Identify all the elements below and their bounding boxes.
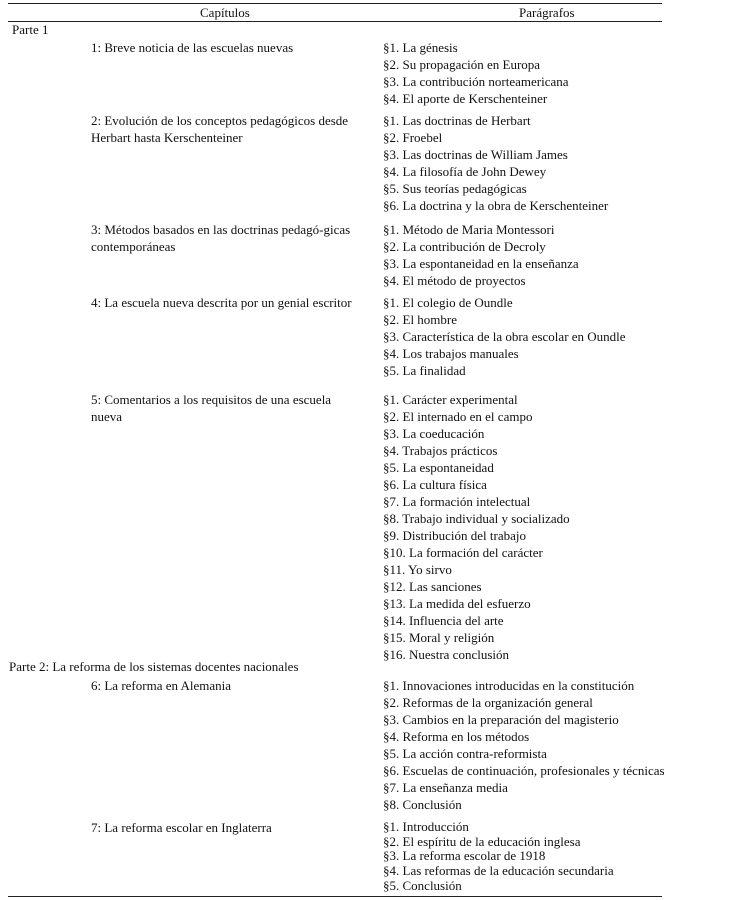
paragraph-item: §5. La finalidad xyxy=(383,363,466,378)
paragraph-item: §2. El espíritu de la educación inglesa xyxy=(383,833,581,849)
chapter-3-title: 3: Métodos basados en las doctrinas pedagó-gicas contemporáneas xyxy=(91,222,351,254)
chapter-6-paragraph-list xyxy=(383,677,665,813)
chapter-7-title: 7: La reforma escolar en Inglaterra xyxy=(91,820,272,835)
paragraph-item: §3. La coeducación xyxy=(383,426,485,441)
chapter-6-title: 6: La reforma en Alemania xyxy=(91,678,232,693)
chapter-2-paragraph-list xyxy=(383,112,608,214)
part-2-label: Parte 2: La reforma de los sistemas docentes nacionales xyxy=(9,659,299,674)
chapter-3-paragraph-list xyxy=(383,221,579,289)
paragraph-item: §2. Froebel xyxy=(383,130,443,145)
paragraph-item: §2. El internado en el campo xyxy=(383,409,533,424)
paragraph-item: §12. Las sanciones xyxy=(383,579,482,594)
paragraph-item: §7. La enseñanza media xyxy=(383,780,508,795)
paragraph-item: §1. El colegio de Oundle xyxy=(383,295,513,310)
header-rule xyxy=(8,21,662,22)
paragraph-item: §6. La doctrina y la obra de Kerschenteiner xyxy=(383,198,609,213)
paragraph-item: §5. La espontaneidad xyxy=(383,460,494,475)
paragraph-item: §3. Las doctrinas de William James xyxy=(383,147,568,162)
paragraph-item: §13. La medida del esfuerzo xyxy=(383,596,531,611)
paragraph-item: §3. Característica de la obra escolar en Oundle xyxy=(383,329,626,344)
paragraph-item: §4. Trabajos prácticos xyxy=(383,443,498,458)
paragraph-item: §2. Reformas de la organización general xyxy=(383,695,593,710)
column-header-chapters: Capítulos xyxy=(200,5,250,20)
paragraph-item: §3. La espontaneidad en la enseñanza xyxy=(383,256,579,271)
paragraph-item: §15. Moral y religión xyxy=(383,630,495,645)
paragraph-item: §4. El aporte de Kerschenteiner xyxy=(383,91,548,106)
paragraph-item: §10. La formación del carácter xyxy=(383,545,543,560)
paragraph-item: §3. La contribución norteamericana xyxy=(383,74,569,89)
paragraph-item: §4. Los trabajos manuales xyxy=(383,346,519,361)
paragraph-item: §2. El hombre xyxy=(383,312,458,327)
chapter-5-paragraph-list xyxy=(383,391,570,663)
paragraph-item: §4. Las reformas de la educación secundaria xyxy=(383,863,614,879)
table-top-rule xyxy=(8,3,662,4)
paragraph-item: §5. Conclusión xyxy=(383,877,462,893)
paragraph-item: §14. Influencia del arte xyxy=(383,613,504,628)
paragraph-item: §5. Sus teorías pedagógicas xyxy=(383,181,527,196)
chapter-4-paragraph-list xyxy=(383,294,626,379)
paragraph-item: §8. Trabajo individual y socializado xyxy=(383,511,570,526)
part-1-label: Parte 1 xyxy=(12,22,49,37)
paragraph-item: §2. Su propagación en Europa xyxy=(383,57,541,72)
chapter-7-paragraph-list xyxy=(383,819,614,892)
paragraph-item: §4. Reforma en los métodos xyxy=(383,729,530,744)
paragraph-item: §6. La cultura física xyxy=(383,477,487,492)
paragraph-item: §5. La acción contra-reformista xyxy=(383,746,547,761)
paragraph-item: §11. Yo sirvo xyxy=(383,562,452,577)
paragraph-item: §1. Método de Maria Montessori xyxy=(383,222,555,237)
paragraph-item: §1. Introducción xyxy=(383,819,469,834)
paragraph-item: §9. Distribución del trabajo xyxy=(383,528,526,543)
column-header-paragraphs: Parágrafos xyxy=(519,5,575,20)
paragraph-item: §3. La reforma escolar de 1918 xyxy=(383,848,546,864)
paragraph-item: §1. Innovaciones introducidas en la constitución xyxy=(383,678,635,693)
chapter-4-title: 4: La escuela nueva descrita por un genial escritor xyxy=(91,295,352,310)
paragraph-item: §1. Las doctrinas de Herbart xyxy=(383,113,531,128)
paragraph-item: §3. Cambios en la preparación del magisterio xyxy=(383,712,619,727)
chapter-1-title: 1: Breve noticia de las escuelas nuevas xyxy=(91,40,294,55)
paragraph-item: §1. Carácter experimental xyxy=(383,392,518,407)
paragraph-item: §2. La contribución de Decroly xyxy=(383,239,546,254)
paragraph-item: §4. La filosofía de John Dewey xyxy=(383,164,547,179)
paragraph-item: §6. Escuelas de continuación, profesionales y técnicas xyxy=(383,763,665,778)
paragraph-item: §1. La génesis xyxy=(383,40,458,55)
chapter-2-title: 2: Evolución de los conceptos pedagógicos desde Herbart hasta Kerschenteiner xyxy=(91,113,349,145)
paragraph-item: §8. Conclusión xyxy=(383,797,462,812)
paragraph-item: §7. La formación intelectual xyxy=(383,494,531,509)
table-bottom-rule xyxy=(8,896,662,897)
chapter-5-title: 5: Comentarios a los requisitos de una escuela nueva xyxy=(91,392,332,424)
paragraph-item: §4. El método de proyectos xyxy=(383,273,526,288)
chapter-1-paragraph-list xyxy=(383,39,569,107)
paragraph-item: §16. Nuestra conclusión xyxy=(383,647,510,662)
